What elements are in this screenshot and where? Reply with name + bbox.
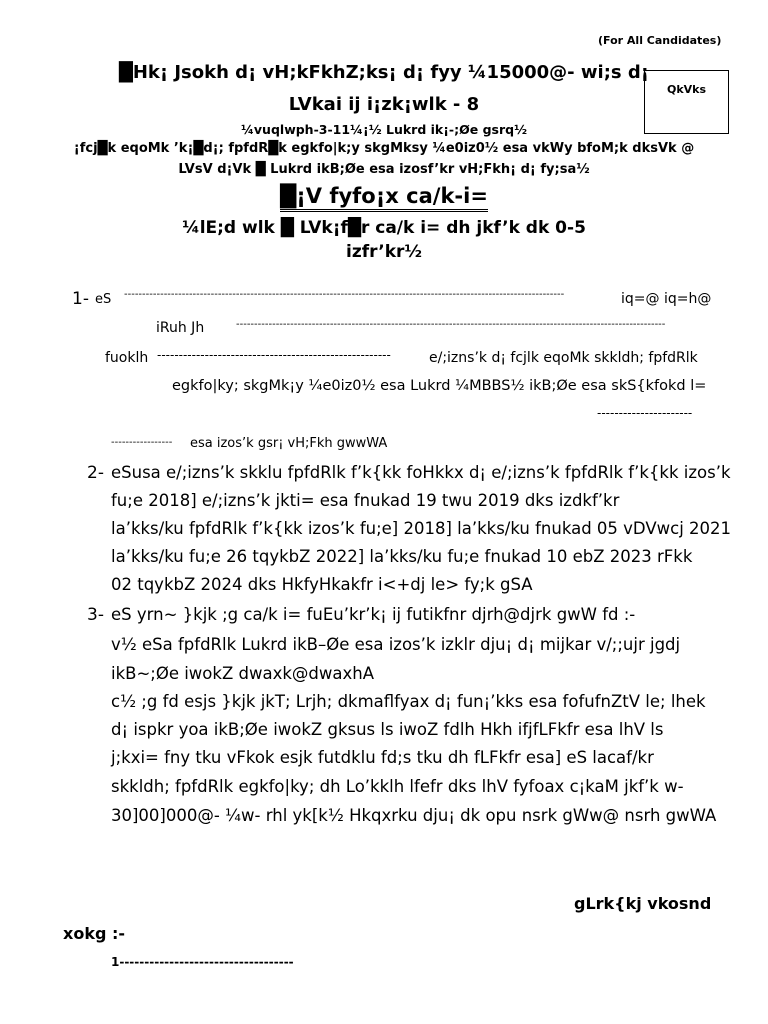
heading-line-5: LVsV d¡Vk █ Lukrd ikB;Øe esa izosf’kr vH;Fkh¡ d¡ fy;sa½ bbox=[178, 162, 590, 177]
item-3-line: v½ eSa fpfdRlk Lukrd ikB–Øe esa izos’k izklr dju¡ d¡ mijkar v/;;ujr jgdj bbox=[111, 635, 681, 654]
item-1-number: 1- bbox=[72, 289, 89, 309]
item-2-line: eSusa e/;izns’k skklu fpfdRlk f’k{kk foHkkx d¡ e/;izns’k fpfdRlk f’k{kk izos’k bbox=[111, 463, 731, 482]
heading-line-3: ¼vuqlwph-3-11¼¡½ Lukrd ik¡-;Øe gsrq½ bbox=[240, 122, 528, 137]
photo-label: QkVks bbox=[666, 83, 707, 96]
item-3-number: 3- bbox=[87, 605, 104, 625]
item-1-blank-session-cont: ----------------- bbox=[111, 437, 173, 448]
applicant-signature-label: gLrk{kj vkosnd bbox=[574, 894, 712, 913]
heading-line-1: █Hk¡ Jsokh d¡ vH;kFkhZ;ks¡ d¡ fyy ¼15000@- wi;s d¡ bbox=[119, 62, 649, 83]
item-1-course-text: egkfo|ky; skgMk¡y ¼e0iz0½ esa Lukrd ¼MBBS½ ikB;Øe esa skS{kfokd l= bbox=[172, 378, 707, 394]
item-3-line: eS yrn~ }kjk ;g ca/k i= fuEu’kr’k¡ ij futikfnr djrh@djrk gwW fd :- bbox=[111, 605, 636, 624]
item-2-line: 02 tqykbZ 2024 dks HkfyHkakfr i<+dj le> fy;k gSA bbox=[111, 575, 533, 594]
item-3-line: skkldh; fpfdRlk egkfo|ky; dh Lo’kklh lfefr dks lhV fyfoax c¡kaM jkf’k w- bbox=[111, 777, 684, 796]
item-1-blank-parent: ----------------------------------------------------------------------------------------------------------------------- bbox=[236, 319, 666, 330]
item-1-blank-name: -------------------------------------------------------------------------------------------------------------------------- bbox=[124, 289, 564, 300]
item-2-line: la’kks/ku fpfdRlk f’k{kk izos’k fu;e] 2018] la’kks/ku fnukad 05 vDVwcj 2021 bbox=[111, 519, 732, 538]
heading-line-4: ¡fcj█k eqoMk ’k¡█d¡; fpfdR█k egkfo|k;y skgMksy ¼e0iz0½ esa vkWy bfoM;k dksVk @ bbox=[73, 141, 695, 156]
witness-line-1: 1----------------------------------- bbox=[111, 955, 294, 969]
heading-line-2: LVkai ij i¡zk¡wlk - 8 bbox=[288, 94, 480, 115]
item-3-line: ikB~;Øe iwokZ dwaxk@dwaxhA bbox=[111, 664, 374, 683]
item-1-blank-residence: ------------------------------------------------------ bbox=[157, 348, 391, 362]
item-3-line: j;kxi= fny tku vFkok esjk futdklu fd;s tku dh fLFkfr esa] eS lacaf/kr bbox=[111, 748, 654, 767]
subtitle-line-1: ¼lE;d wlk █ LVk¡f█r ca/k i= dh jkf’k dk 0-5 bbox=[182, 218, 586, 238]
item-1-residence-label: fuoklh bbox=[105, 350, 149, 366]
item-2-line: la’kks/ku fu;e 26 tqykbZ 2022] la’kks/ku fu;e fnukad 10 ebZ 2023 rFkk bbox=[111, 547, 693, 566]
item-1-parent-label: iRuh Jh bbox=[156, 320, 205, 336]
item-3-line: d¡ ispkr yoa ikB;Øe iwokZ gksus ls iwoZ fdlh Hkh ifjfLFkfr esa lhV ls bbox=[111, 720, 664, 739]
item-1-blank-session: ---------------------- bbox=[597, 406, 693, 420]
candidate-note: (For All Candidates) bbox=[598, 34, 722, 47]
item-3-line: c½ ;g fd esjs }kjk jkT; Lrjh; dkmaflfyax d¡ fun¡’kks esa fofufnZtV le; lhek bbox=[111, 692, 706, 711]
item-2-line: fu;e 2018] e/;izns’k jkti= esa fnukad 19 twu 2019 dks izdkf’kr bbox=[111, 491, 620, 510]
item-1-prefix: eS bbox=[95, 292, 112, 307]
item-1-candidate-text: esa izos’k gsr¡ vH;Fkh gwwWA bbox=[190, 436, 388, 451]
item-3-line: 30]00]000@- ¼w- rhl yk[k½ Hkqxrku dju¡ dk opu nsrk gWw@ nsrh gwWA bbox=[111, 806, 717, 825]
witness-label: xokg :- bbox=[63, 924, 126, 943]
document-title bbox=[0, 184, 768, 208]
subtitle-line-2: izfr’kr½ bbox=[346, 242, 422, 262]
item-2-number: 2- bbox=[87, 463, 104, 483]
item-1-college-text: e/;izns’k d¡ fcjlk eqoMk skkldh; fpfdRlk bbox=[429, 350, 698, 366]
item-1-relation: iq=@ iq=h@ bbox=[621, 291, 712, 307]
document-title-text: █¡V fyfo¡x ca/k-i= bbox=[280, 184, 488, 212]
